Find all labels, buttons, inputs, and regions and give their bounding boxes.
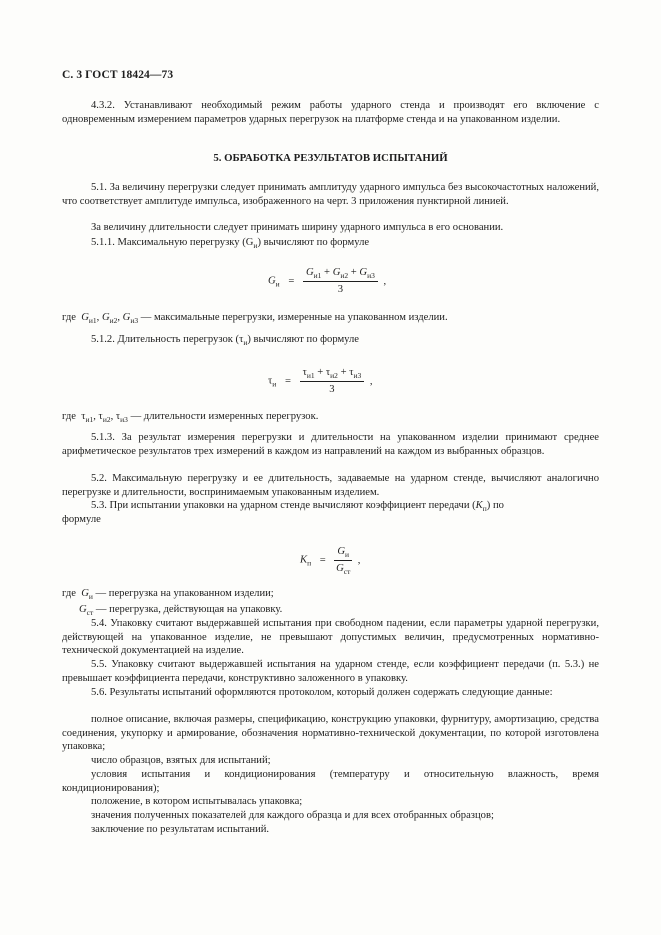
list-item: заключение по результатам испытаний. bbox=[91, 824, 270, 835]
where-2: где $\tau_{и1}$, $\tau_{и2}$, $\tau_{и3}$ — длительности измеренных перегрузок. bbox=[62, 411, 319, 424]
list-item: значения полученных показателей для каждого образца и для всех отобранных образцов; bbox=[91, 810, 494, 821]
paragraph-5-1-3: 5.1.3. За результат измерения перегрузки и длительности на упакованном изделии принимают среднее арифметическое результатов трех измерений в каждом из направлений на каждом из выбранных образцов. bbox=[62, 432, 599, 457]
list-item: число образцов, взятых для испытаний; bbox=[91, 755, 271, 766]
where-3b: $G_{ст}$ — перегрузка, действующая на упаковку. bbox=[79, 604, 283, 617]
paragraph-5-2: 5.2. Максимальную перегрузку и ее длительность, задаваемые на ударном стенде, вычисляют аналогично перегрузке и длительности, воспринимаемым упакованным изделием. bbox=[62, 473, 599, 498]
paragraph-4-3-2: 4.3.2. Устанавливают необходимый режим работы ударного стенда и производят его включение с одновременным измерением параметров ударных перегрузок на платформе стенда и на упакованном изделии. bbox=[62, 100, 599, 125]
paragraph-5-1: 5.1. За величину перегрузки следует принимать амплитуду ударного импульса без высокочастотных наложений, что соответствует амплитуде импульса, изображенного на черт. 3 приложения пунктирной линией. bbox=[62, 182, 599, 207]
paragraph-5-3: 5.3. При испытании упаковки на ударном стенде вычисляют коэффициент передачи $(K_п)$ по bbox=[91, 500, 504, 513]
list-item: условия испытания и кондиционирования (температуру и относительную влажность, время кондиционирования); bbox=[62, 769, 599, 794]
formula-duration: $\tau_и$ = $\frac{\tau_{и1} + \tau_{и2} + \tau_{и3}}{3}$ , bbox=[268, 367, 373, 395]
formula-max-overload: $G_и$ = $\frac{G_{и1} + G_{и2} + G_{и3}}{3}$ , bbox=[268, 267, 387, 295]
paragraph-5-4: 5.4. Упаковку считают выдержавшей испытания при свободном падении, если параметры ударной перегрузки, действующей на упакованное изделие, не превышают допустимых величин, предусмотренных нормативно-технической документацией на изделие. bbox=[62, 618, 599, 657]
paragraph-5-5: 5.5. Упаковку считают выдержавшей испытания на ударном стенде, если коэффициент передачи (п. 5.3.) не превышает коэффициента передачи, конструктивно заложенного в упаковку. bbox=[62, 659, 599, 684]
where-1: где $G_{и1}$, $G_{и2}$, $G_{и3}$ — максимальные перегрузки, измеренные на упакованном изделии. bbox=[62, 312, 448, 325]
formula-transfer-coefficient: $K_п$ = $\frac{G_и}{G_{ст}}$ , bbox=[300, 546, 361, 576]
where-3a: где $G_и$ — перегрузка на упакованном изделии; bbox=[62, 588, 274, 601]
page-header: С. 3 ГОСТ 18424—73 bbox=[62, 69, 174, 81]
paragraph-5-1-duration: За величину длительности следует принимать ширину ударного импульса в его основании. bbox=[91, 222, 504, 233]
list-item: полное описание, включая размеры, спецификацию, конструкцию упаковки, фурнитуру, амортизацию, средства соединения, укупорку и армирование, обозначения нормативно-технической документации, по которой изготовлена упаковка; bbox=[62, 714, 599, 753]
list-item: положение, в котором испытывалась упаковка; bbox=[91, 796, 303, 807]
paragraph-5-1-2: 5.1.2. Длительность перегрузок $(\tau_и)$ вычисляют по формуле bbox=[91, 334, 359, 347]
paragraph-5-1-1: 5.1.1. Максимальную перегрузку $(G_и)$ вычисляют по формуле bbox=[91, 237, 370, 250]
paragraph-5-3-cont: формуле bbox=[62, 514, 101, 525]
paragraph-5-6: 5.6. Результаты испытаний оформляются протоколом, который должен содержать следующие данные: bbox=[91, 687, 553, 698]
section-title: 5. ОБРАБОТКА РЕЗУЛЬТАТОВ ИСПЫТАНИЙ bbox=[213, 152, 448, 164]
